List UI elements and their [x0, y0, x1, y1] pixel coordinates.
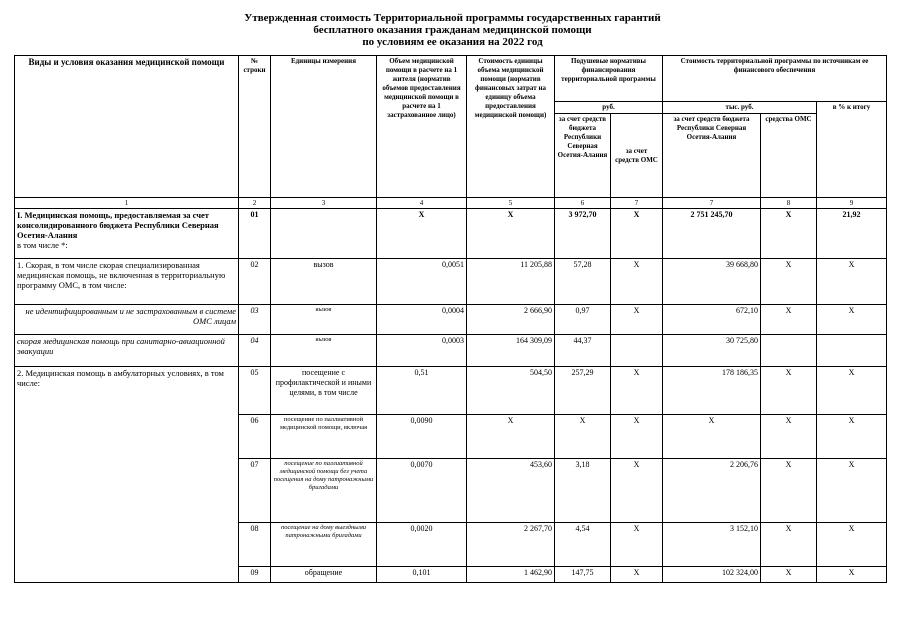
- row-per-oms: X: [611, 523, 663, 567]
- row-per-budget: X: [555, 415, 611, 459]
- col-number: 8: [761, 198, 817, 209]
- row-percent: [817, 335, 887, 367]
- row-volume: X: [377, 209, 467, 259]
- row-total-budget: 3 152,10: [663, 523, 761, 567]
- row-total-oms: X: [761, 305, 817, 335]
- row-percent: 21,92: [817, 209, 887, 259]
- row-total-budget: 102 324,00: [663, 567, 761, 583]
- row-per-oms: X: [611, 259, 663, 305]
- row-unit-cost: 164 309,09: [467, 335, 555, 367]
- col-number: 4: [377, 198, 467, 209]
- row-per-budget: 57,28: [555, 259, 611, 305]
- row-total-oms: X: [761, 367, 817, 415]
- col-number: 6: [555, 198, 611, 209]
- title-line-3: по условиям ее оказания на 2022 год: [362, 36, 543, 48]
- row-unit-cost: X: [467, 209, 555, 259]
- row-unit: вызов: [271, 335, 377, 367]
- row-total-oms: X: [761, 567, 817, 583]
- row-per-budget: 44,37: [555, 335, 611, 367]
- col-number: 5: [467, 198, 555, 209]
- row-total-budget: 2 206,76: [663, 459, 761, 523]
- row-unit-cost: 11 205,88: [467, 259, 555, 305]
- col-number: 3: [271, 198, 377, 209]
- row-total-oms: [761, 335, 817, 367]
- row-volume: 0,0003: [377, 335, 467, 367]
- row-name: 1. Скорая, в том числе скорая специализированная медицинская помощь, не включенная в территориальную программу ОМС, в том числе:: [15, 259, 239, 305]
- row-volume: 0,0004: [377, 305, 467, 335]
- row-percent: X: [817, 367, 887, 415]
- row-per-budget: 147,75: [555, 567, 611, 583]
- row-volume: 0,51: [377, 367, 467, 415]
- title-line-1: Утвержденная стоимость Территориальной программы государственных гарантий: [244, 12, 661, 24]
- row-volume: 0,0051: [377, 259, 467, 305]
- header-per-budget: за счет средств бюджета Республики Северная Осетия-Алания: [555, 114, 611, 198]
- row-unit: вызов: [271, 305, 377, 335]
- row-unit-cost: 504,50: [467, 367, 555, 415]
- row-unit: посещение по паллиативной медицинской помощи, включая: [271, 415, 377, 459]
- row-unit-cost: 2 666,90: [467, 305, 555, 335]
- row-total-oms: X: [761, 259, 817, 305]
- table-row: [15, 305, 887, 335]
- header-per-capita: Подушевые нормативы финансирования территориальной программы: [555, 56, 663, 102]
- header-kind: Виды и условия оказания медицинской помощи: [15, 56, 239, 198]
- row-percent: X: [817, 259, 887, 305]
- table-row: [15, 259, 887, 305]
- row-total-budget: 672,10: [663, 305, 761, 335]
- row-per-oms: X: [611, 459, 663, 523]
- row-total-budget: X: [663, 415, 761, 459]
- row-name: не идентифицированным и не застрахованным в системе ОМС лицам: [15, 305, 239, 335]
- row-unit: [271, 209, 377, 259]
- header-total-oms: средства ОМС: [761, 114, 817, 198]
- header-program-cost: Стоимость территориальной программы по источникам ее финансового обеспечения: [663, 56, 887, 102]
- row-per-oms: X: [611, 209, 663, 259]
- row-unit-cost: 1 462,90: [467, 567, 555, 583]
- row-no: 02: [239, 259, 271, 305]
- row-total-budget: 30 725,80: [663, 335, 761, 367]
- row-percent: X: [817, 305, 887, 335]
- row-no: 03: [239, 305, 271, 335]
- row-total-oms: X: [761, 523, 817, 567]
- row-percent: X: [817, 523, 887, 567]
- row-no: 05: [239, 367, 271, 415]
- row-title: I. Медицинская помощь, предоставляемая за счет консолидированного бюджета Республики Северная Осетия-Алания: [17, 210, 219, 240]
- row-unit: посещение на дому выездными патронажными бригадами: [271, 523, 377, 567]
- row-name: скорая медицинская помощь при санитарно-авиационной эвакуации: [15, 335, 239, 367]
- row-volume: 0,0070: [377, 459, 467, 523]
- row-name: 2. Медицинская помощь в амбулаторных условиях, в том числе:: [15, 367, 239, 583]
- row-total-budget: 39 668,80: [663, 259, 761, 305]
- col-number: 7: [611, 198, 663, 209]
- col-number: 2: [239, 198, 271, 209]
- header-percent: в % к итогу: [817, 102, 887, 198]
- header-unit-cost: Стоимость единицы объема медицинской помощи (норматив финансовых затрат на единицу объема предоставления медицинской помощи): [467, 56, 555, 198]
- row-per-budget: 257,29: [555, 367, 611, 415]
- row-percent: X: [817, 459, 887, 523]
- row-no: 07: [239, 459, 271, 523]
- row-unit-cost: 453,60: [467, 459, 555, 523]
- header-per-oms: за счет средств ОМС: [611, 114, 663, 198]
- row-volume: 0,101: [377, 567, 467, 583]
- row-unit: вызов: [271, 259, 377, 305]
- row-percent: X: [817, 567, 887, 583]
- row-unit: посещение по паллиативной медицинской помощи без учета посещения на дому патронажными бригадами: [271, 459, 377, 523]
- row-total-budget: 178 186,35: [663, 367, 761, 415]
- cost-table: [14, 55, 887, 583]
- title-line-2: бесплатного оказания гражданам медицинской помощи: [313, 24, 592, 36]
- table-row: [15, 367, 887, 415]
- header-volume: Объем медицинской помощи в расчете на 1 жителя (норматив объемов предоставления медицинской помощи в расчете на 1 застрахованное лицо): [377, 56, 467, 198]
- table-row: [15, 335, 887, 367]
- row-per-budget: 0,97: [555, 305, 611, 335]
- row-per-oms: [611, 335, 663, 367]
- row-per-oms: X: [611, 367, 663, 415]
- col-number: 1: [15, 198, 239, 209]
- row-no: 08: [239, 523, 271, 567]
- col-number: 9: [817, 198, 887, 209]
- header-row-no: № строки: [239, 56, 271, 198]
- row-no: 01: [239, 209, 271, 259]
- row-percent: X: [817, 415, 887, 459]
- row-per-oms: X: [611, 305, 663, 335]
- document-title: [0, 12, 905, 48]
- header-thous-rub: тыс. руб.: [663, 102, 817, 114]
- row-no: 09: [239, 567, 271, 583]
- row-total-budget: 2 751 245,70: [663, 209, 761, 259]
- row-volume: 0,0090: [377, 415, 467, 459]
- row-total-oms: X: [761, 459, 817, 523]
- row-name: [15, 209, 239, 259]
- row-per-budget: 4,54: [555, 523, 611, 567]
- row-per-oms: X: [611, 567, 663, 583]
- row-per-budget: 3 972,70: [555, 209, 611, 259]
- row-subtitle: в том числе *:: [17, 240, 68, 250]
- row-unit: обращение: [271, 567, 377, 583]
- header-unit: Единицы измерения: [271, 56, 377, 198]
- row-per-oms: X: [611, 415, 663, 459]
- row-unit-cost: X: [467, 415, 555, 459]
- row-unit-cost: 2 267,70: [467, 523, 555, 567]
- header-rub: руб.: [555, 102, 663, 114]
- row-volume: 0,0020: [377, 523, 467, 567]
- row-unit: посещение с профилактической и иными целями, в том числе: [271, 367, 377, 415]
- row-per-budget: 3,18: [555, 459, 611, 523]
- row-no: 04: [239, 335, 271, 367]
- column-number-row: [15, 198, 887, 209]
- row-total-oms: X: [761, 415, 817, 459]
- row-no: 06: [239, 415, 271, 459]
- table-row: [15, 209, 887, 259]
- col-number: 7: [663, 198, 761, 209]
- row-total-oms: X: [761, 209, 817, 259]
- header-total-budget: за счет средств бюджета Республики Северная Осетия-Алания: [663, 114, 761, 198]
